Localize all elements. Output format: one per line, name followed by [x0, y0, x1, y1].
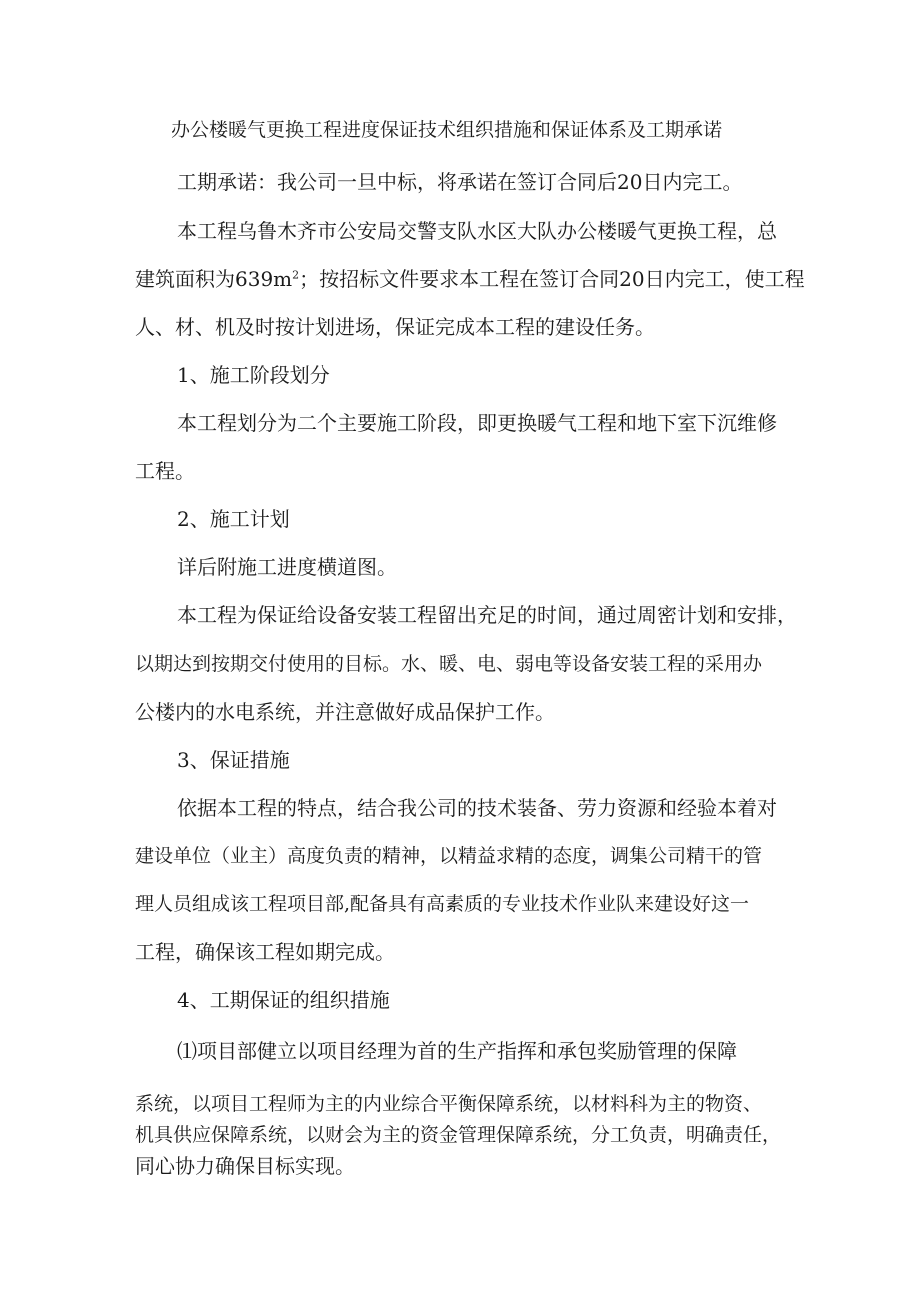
superscript-2: 2	[292, 268, 300, 282]
section-3-line-2: 建设单位（业主）高度负责的精神，以精益求精的态度，调集公司精干的管	[135, 845, 763, 867]
section-3-line-1: 依据本工程的特点，结合我公司的技术装备、劳力资源和经验本着对	[177, 796, 777, 820]
section-2-line-3: 公楼内的水电系统，并注意做好成品保护工作。	[135, 700, 555, 724]
section-1-heading: 1、施工阶段划分	[177, 363, 330, 387]
section-4-heading: 4、工期保证的组织措施	[177, 988, 390, 1012]
section-4-line-3: 同心协力确保目标实现。	[135, 1154, 355, 1178]
section-2-line-2: 以期达到按期交付使用的目标。水、暖、电、弱电等设备安装工程的采用办	[135, 653, 763, 675]
commitment-paragraph: 工期承诺：我公司一旦中标，将承诺在签订合同后20日内完工。	[177, 170, 743, 194]
section-3-line-3: 理人员组成该工程项目部,配备具有高素质的专业技术作业队来建设好这一	[135, 893, 750, 915]
document-title: 办公楼暖气更换工程进度保证技术组织措施和保证体系及工期承诺	[171, 119, 723, 141]
section-3-line-4: 工程，确保该工程如期完成。	[135, 940, 395, 964]
section-1-line-2: 工程。	[135, 459, 195, 483]
section-4-line-2: 机具供应保障系统，以财会为主的资金管理保障系统，分工负责，明确责任，	[135, 1124, 782, 1146]
section-3-heading: 3、保证措施	[177, 748, 290, 772]
intro-line-3: 人、材、机及时按计划进场，保证完成本工程的建设任务。	[135, 315, 655, 339]
section-4-item-1: ⑴项目部健立以项目经理为首的生产指挥和承包奖励管理的保障	[177, 1039, 737, 1063]
section-2-heading: 2、施工计划	[177, 507, 290, 531]
section-1-line-1: 本工程划分为二个主要施工阶段，即更换暖气工程和地下室下沉维修	[177, 411, 777, 435]
section-2-paragraph-1: 详后附施工进度横道图。	[177, 555, 397, 579]
section-2-line-1: 本工程为保证给设备安装工程留出充足的时间，通过周密计划和安排，	[177, 603, 797, 627]
intro-line-1: 本工程乌鲁木齐市公安局交警支队水区大队办公楼暖气更换工程，总	[177, 219, 777, 243]
section-4-line-1: 系统，以项目工程师为主的内业综合平衡保障系统，以材料科为主的物资、	[135, 1093, 763, 1115]
intro-line-2: 建筑面积为$639m^2$；按招标文件要求本工程在签订合同20日内完工，使工程	[135, 267, 805, 291]
